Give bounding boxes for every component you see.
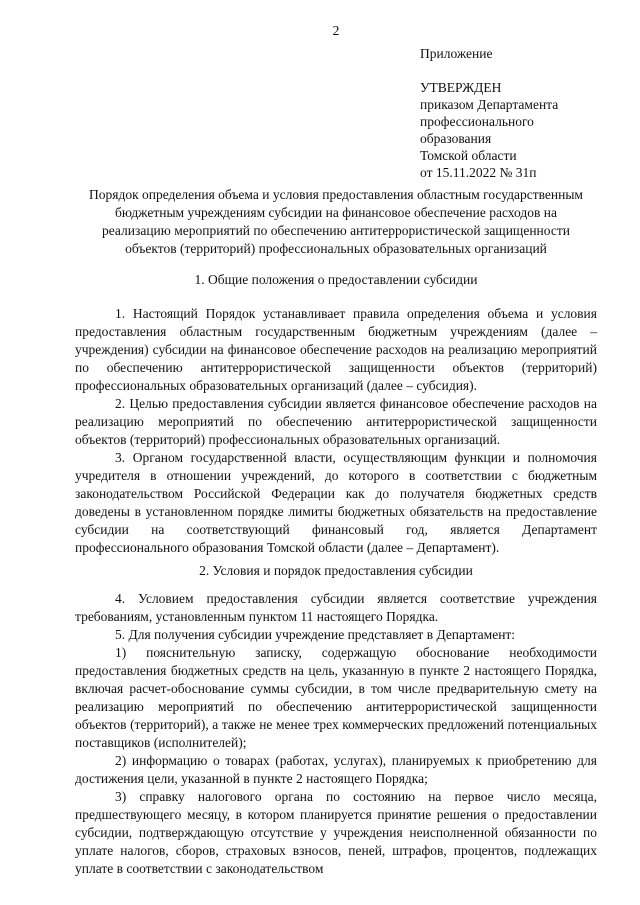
approval-line: Томской области (420, 148, 517, 163)
section-1-body (75, 305, 597, 557)
approval-line: приказом Департамента (420, 97, 559, 112)
approval-line: образования (420, 131, 492, 146)
approval-line: профессионального (420, 114, 534, 129)
section-2-body (75, 590, 597, 878)
section-1-heading: 1. Общие положения о предоставлении субсидии (194, 272, 478, 287)
title-line: объектов (территорий) профессиональных образовательных организаций (125, 241, 547, 256)
title-line: бюджетным учреждениям субсидии на финансовое обеспечение расходов на (115, 205, 557, 220)
list-item-1: 1) пояснительную записку, содержащую обоснование необходимости предоставления бюджетных средств на цель, указанную в пункте 2 настоящего Порядка, включая расчет-обоснование суммы субсидии, в том числе предварительную смету на реализацию мероприятий по обеспечению антитеррористической защищенности объектов (территорий), а также не менее трех коммерческих предложений потенциальных поставщиков (исполнителей); (75, 645, 597, 750)
title-line: реализацию мероприятий по обеспечению антитеррористической защищенности (102, 223, 570, 238)
approval-heading: УТВЕРЖДЕН (420, 80, 502, 95)
paragraph-5: 5. Для получения субсидии учреждение представляет в Департамент: (115, 627, 516, 642)
paragraph-3: 3. Органом государственной власти, осуществляющим функции и полномочия учредителя в отношении учреждений, до которого в соответствии с бюджетным законодательством Российской Федерации как до получателя бюджетных средств доведены в установленном порядке лимиты бюджетных обязательств на предоставление субсидии на соответствующий финансовый год, является Департамент профессионального образования Томской области (далее – Департамент). (75, 450, 597, 555)
approval-block (420, 79, 558, 181)
approval-line: от 15.11.2022 № 31п (420, 165, 537, 180)
paragraph-1: 1. Настоящий Порядок устанавливает правила определения объема и условия предоставления областным государственным бюджетным учреждениям (далее – учреждения) субсидии на финансовое обеспечение расходов на реализацию мероприятий по обеспечению антитеррористической защищенности объектов (территорий) профессиональных образовательных организаций (далее – субсидия). (75, 306, 597, 393)
page-number: 2 (332, 23, 340, 38)
list-item-2: 2) информацию о товарах (работах, услугах), планируемых к приобретению для достижения цели, указанной в пункте 2 настоящего Порядка; (75, 753, 597, 786)
list-item-3: 3) справку налогового органа по состоянию на первое число месяца, предшествующего месяцу, в котором планируется принятие решения о предоставлении субсидии, подтверждающую отсутствие у учреждения неисполненной обязанности по уплате налогов, сборов, страховых взносов, пеней, штрафов, процентов, подлежащих уплате в соответствии с законодательством (75, 789, 597, 876)
paragraph-2: 2. Целью предоставления субсидии является финансовое обеспечение расходов на реализацию мероприятий по обеспечению антитеррористической защищенности объектов (территорий) профессиональных образовательных организаций. (75, 396, 597, 447)
document-title (70, 186, 602, 258)
section-2-heading: 2. Условия и порядок предоставления субсидии (199, 563, 473, 578)
paragraph-4: 4. Условием предоставления субсидии является соответствие учреждения требованиям, установленным пунктом 11 настоящего Порядка. (75, 591, 597, 624)
title-line: Порядок определения объема и условия предоставления областным государственным (89, 187, 583, 202)
appendix-label: Приложение (420, 46, 493, 61)
